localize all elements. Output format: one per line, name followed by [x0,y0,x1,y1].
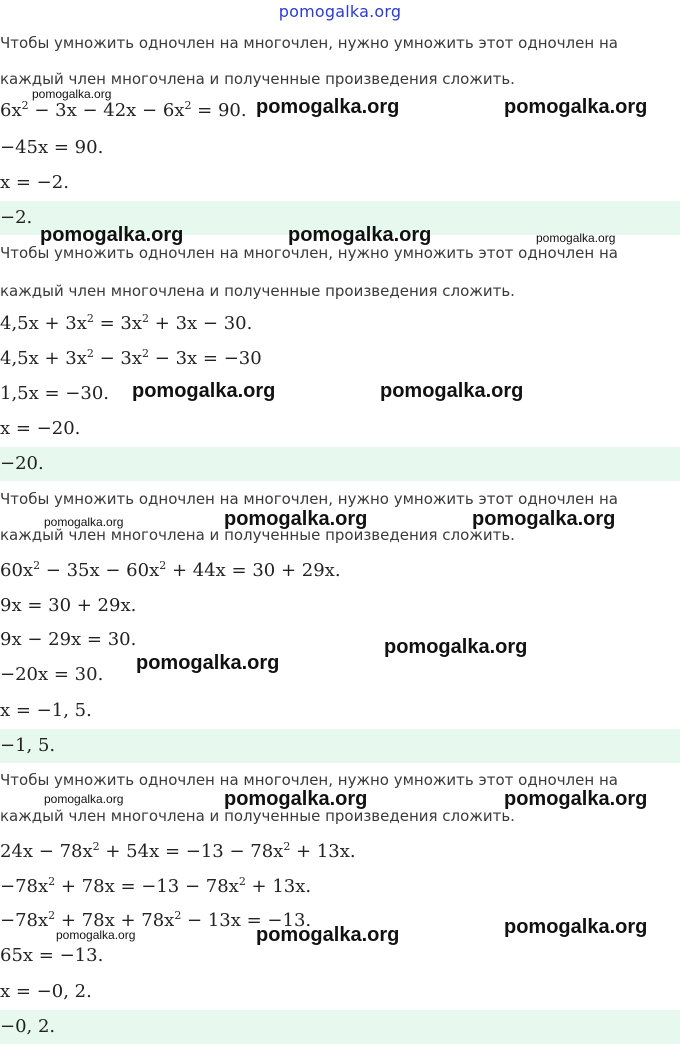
watermark: pomogalka.org [224,788,368,810]
watermark: pomogalka.org [384,636,528,658]
watermark: pomogalka.org [132,380,276,402]
answer-value: −2. [0,207,33,228]
watermark: pomogalka.org [380,380,524,402]
equation-step: $24x - 78x^2 + 54x = -13 - 78x^2 + 13x$. [0,840,356,862]
watermark: pomogalka.org [44,515,124,529]
answer-value: −1, 5. [0,735,56,756]
rule-line-1: Чтобы умножить одночлен на многочлен, нужно умножить этот одночлен на [0,244,618,262]
rule-line-2: каждый член многочлена и полученные произведения сложить. [0,282,515,300]
answer-value: −0, 2. [0,1016,56,1037]
watermark: pomogalka.org [504,788,648,810]
equation-step: $6x^2 - 3x - 42x - 6x^2 = 90$. [0,99,247,121]
rule-line-2: каждый член многочлена и полученные произведения сложить. [0,526,515,544]
watermark: pomogalka.org [44,792,124,806]
answer-band [0,447,680,481]
equation-step: 1,5x = −30. [0,383,110,404]
rule-line-1: Чтобы умножить одночлен на многочлен, нужно умножить этот одночлен на [0,34,618,52]
equation-step: x = −2. [0,172,69,193]
watermark: pomogalka.org [288,224,432,246]
watermark: pomogalka.org [256,96,400,118]
watermark: pomogalka.org [32,87,112,101]
site-header-link[interactable]: pomogalka.org [278,2,402,21]
rule-line-2: каждый член многочлена и полученные произведения сложить. [0,70,515,88]
watermark: pomogalka.org [504,916,648,938]
watermark: pomogalka.org [40,224,184,246]
answer-band [0,729,680,763]
equation-step: $4,5x + 3x^2 = 3x^2 + 3x - 30$. [0,312,253,334]
watermark: pomogalka.org [472,508,616,530]
equation-step: 65x = −13. [0,945,104,966]
equation-step: 9x = 30 + 29x. [0,595,137,616]
equation-step: $60x^2 - 35x - 60x^2 + 44x = 30 + 29x$. [0,559,341,581]
answer-value: −20. [0,453,44,474]
equation-step: x = −20. [0,418,81,439]
answer-band [0,1010,680,1044]
watermark: pomogalka.org [536,231,616,245]
equation-step: $-78x^2 + 78x = -13 - 78x^2 + 13x$. [0,875,312,897]
watermark: pomogalka.org [504,96,648,118]
equation-step: x = −1, 5. [0,700,92,721]
watermark: pomogalka.org [56,928,136,942]
equation-step: $4,5x + 3x^2 - 3x^2 - 3x = -30$ [0,347,262,369]
equation-step: x = −0, 2. [0,981,92,1002]
rule-line-1: Чтобы умножить одночлен на многочлен, нужно умножить этот одночлен на [0,490,618,508]
equation-step: $-78x^2 + 78x + 78x^2 - 13x = -13$. [0,909,312,931]
equation-step: −45x = 90. [0,137,104,158]
watermark: pomogalka.org [224,508,368,530]
watermark: pomogalka.org [136,652,280,674]
rule-line-2: каждый член многочлена и полученные произведения сложить. [0,807,515,825]
rule-line-1: Чтобы умножить одночлен на многочлен, нужно умножить этот одночлен на [0,771,618,789]
watermark: pomogalka.org [256,924,400,946]
equation-step: 9x − 29x = 30. [0,629,137,650]
equation-step: −20x = 30. [0,664,104,685]
